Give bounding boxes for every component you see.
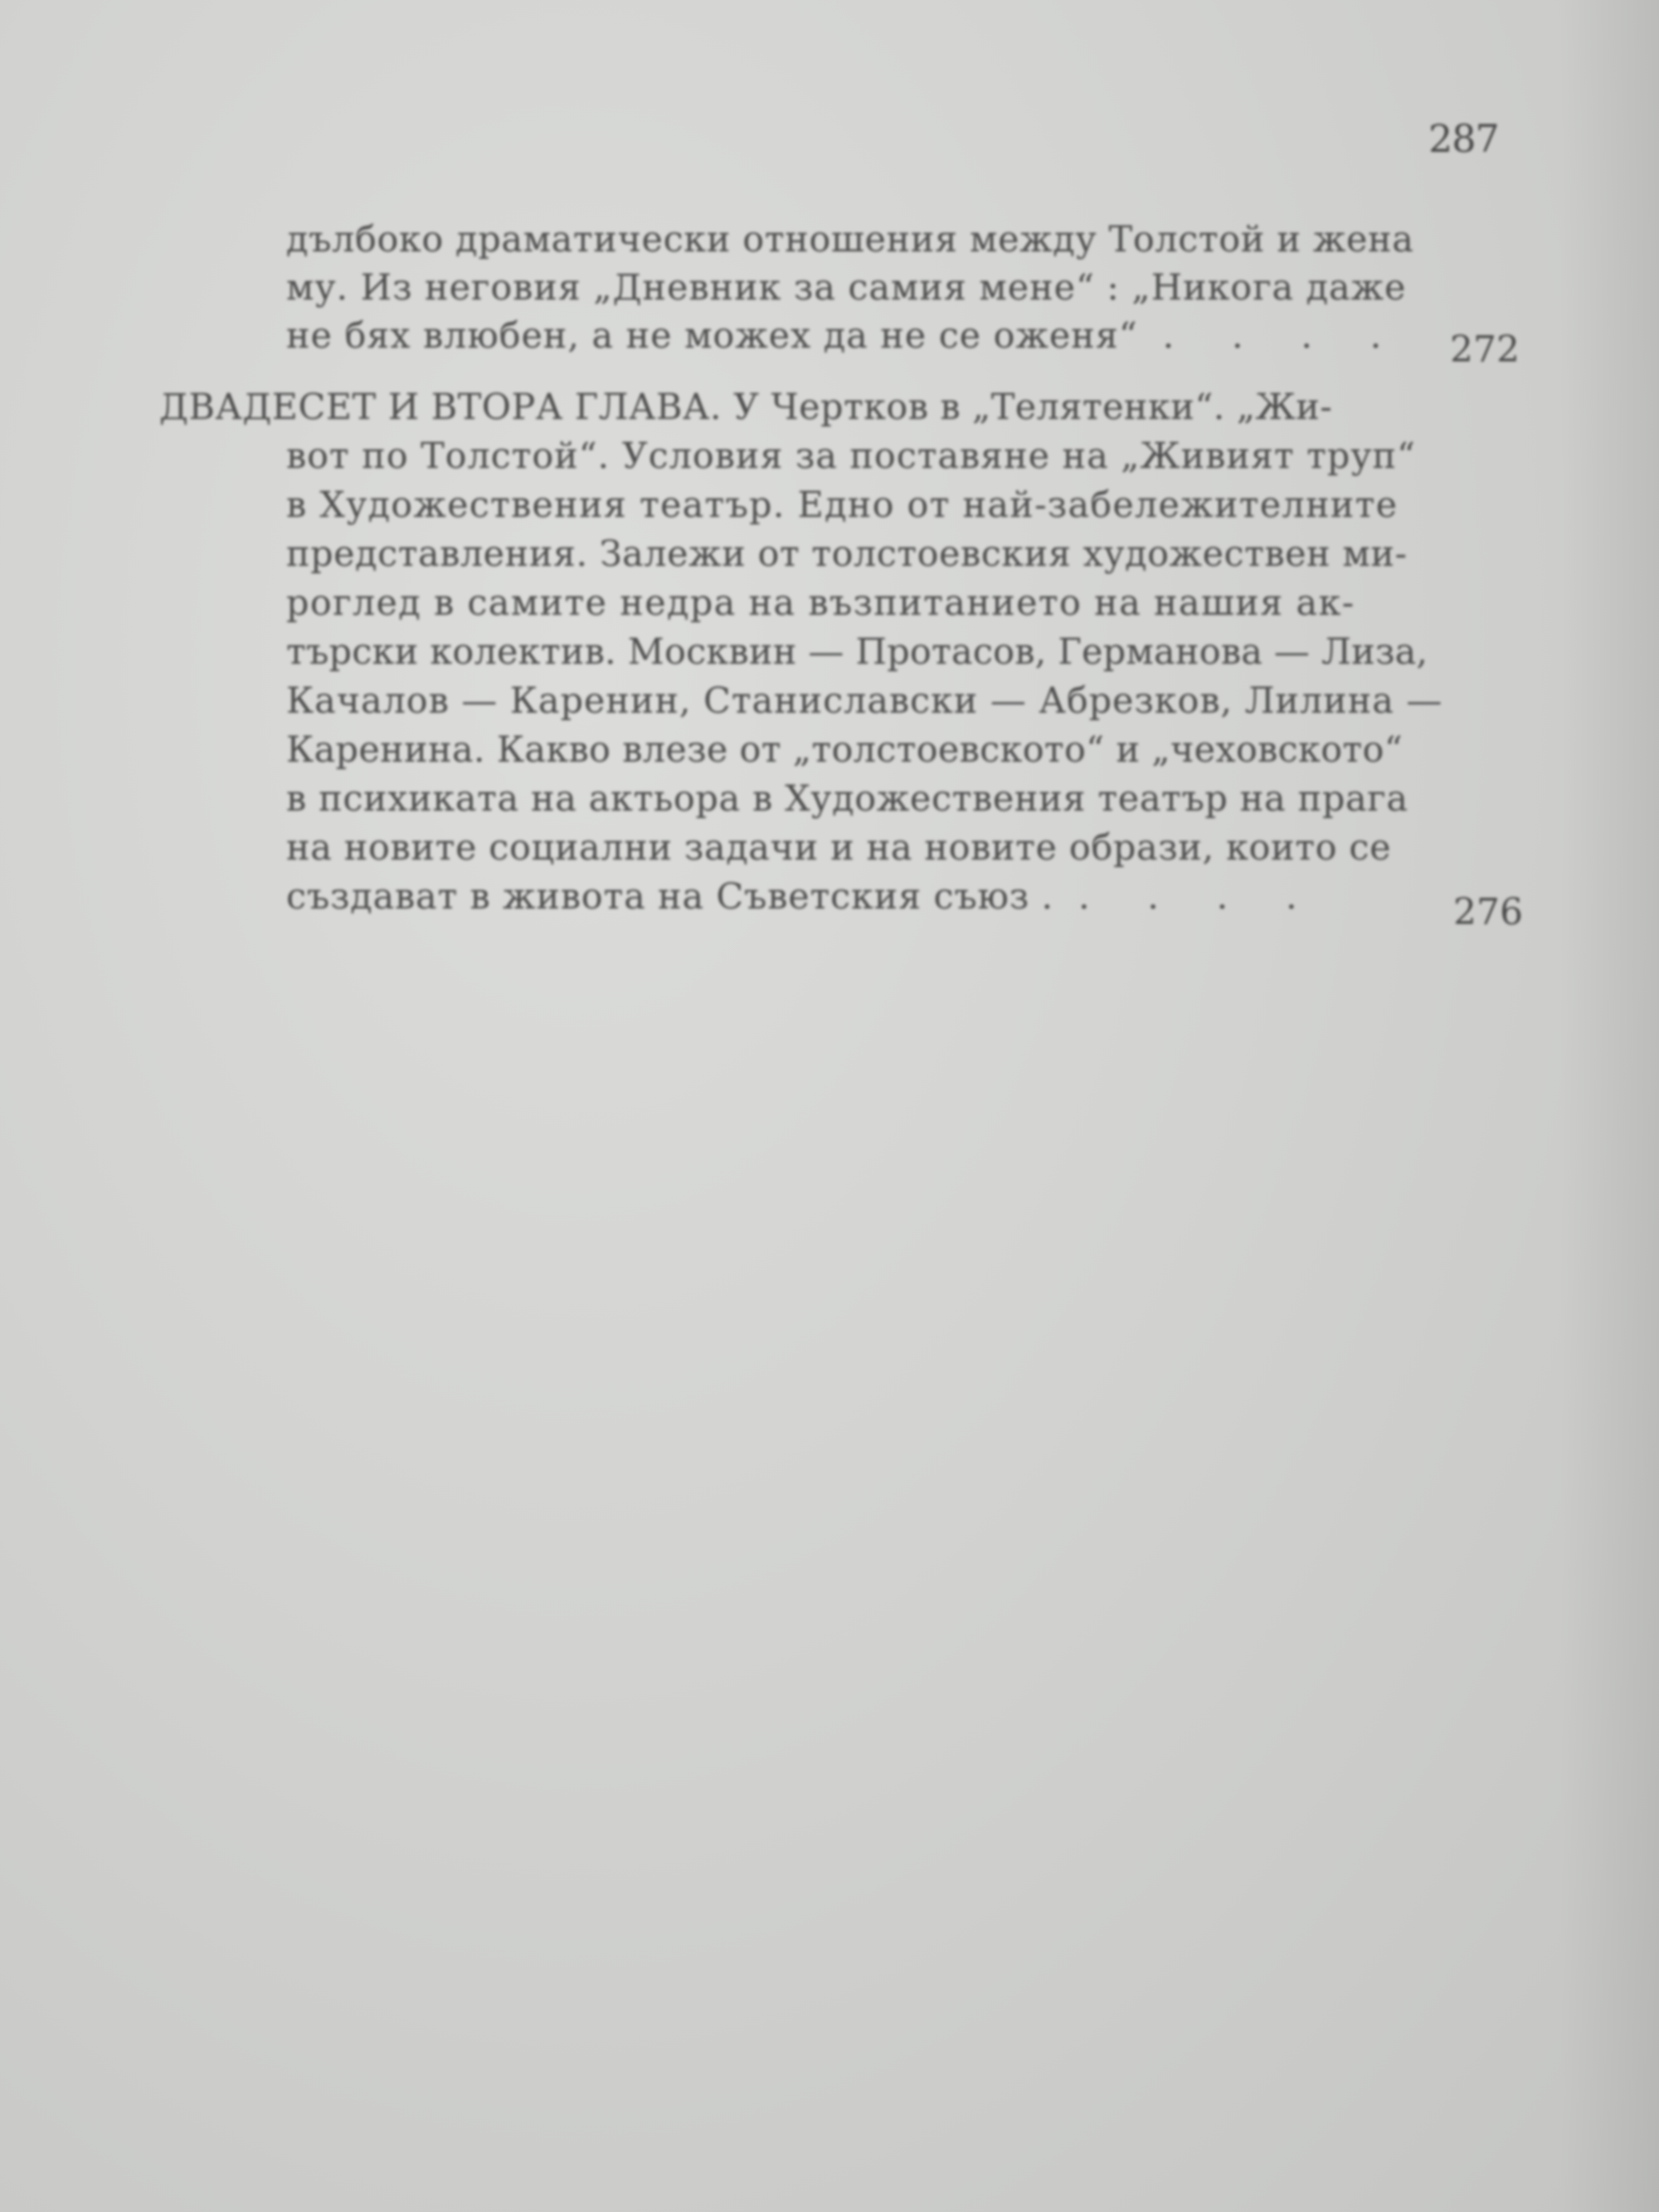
toc-line: Каренина. Какво влезе от „толстоевското“ и „чеховското“ <box>286 729 1403 771</box>
toc-line: в Художествения театър. Едно от най-забележителните <box>286 485 1399 526</box>
toc-line: търски колектив. Москвин — Протасов, Германова — Лиза, <box>286 631 1428 673</box>
page-number: 287 <box>1428 116 1499 161</box>
toc-line: Качалов — Каренин, Станиславски — Абрезков, Лилина — <box>286 680 1443 722</box>
toc-line: му. Из неговия „Дневник за самия мене“ : „Никога даже <box>286 267 1407 309</box>
toc-line: представления. Залежи от толстоевския художествен ми- <box>286 534 1408 575</box>
toc-line: роглед в самите недра на възпитанието на нашия ак- <box>286 582 1355 624</box>
toc-line-text: създават в живота на Съветския съюз . <box>286 876 1053 918</box>
toc-page-ref: 272 <box>1450 329 1520 371</box>
toc-line: ДВАДЕСЕТ И ВТОРА ГЛАВА. У Чертков в „Телятенки“. „Жи- <box>159 387 1333 428</box>
toc-page-ref: 276 <box>1453 891 1523 933</box>
leader-dots: . . . . <box>1078 876 1321 918</box>
toc-line <box>286 315 1405 357</box>
toc-line-text: не бях влюбен, а не можех да не се оженя“ <box>286 315 1138 357</box>
toc-line <box>286 876 1321 918</box>
leader-dots: . . . . <box>1162 315 1405 357</box>
toc-line: на новите социални задачи и на новите образи, които се <box>286 827 1392 869</box>
toc-line: в психиката на актьора в Художествения театър на прага <box>286 778 1408 820</box>
toc-line: вот по Толстой“. Условия за поставяне на „Живият труп“ <box>286 436 1416 477</box>
toc-line: дълбоко драматически отношения между Толстой и жена <box>286 219 1414 261</box>
